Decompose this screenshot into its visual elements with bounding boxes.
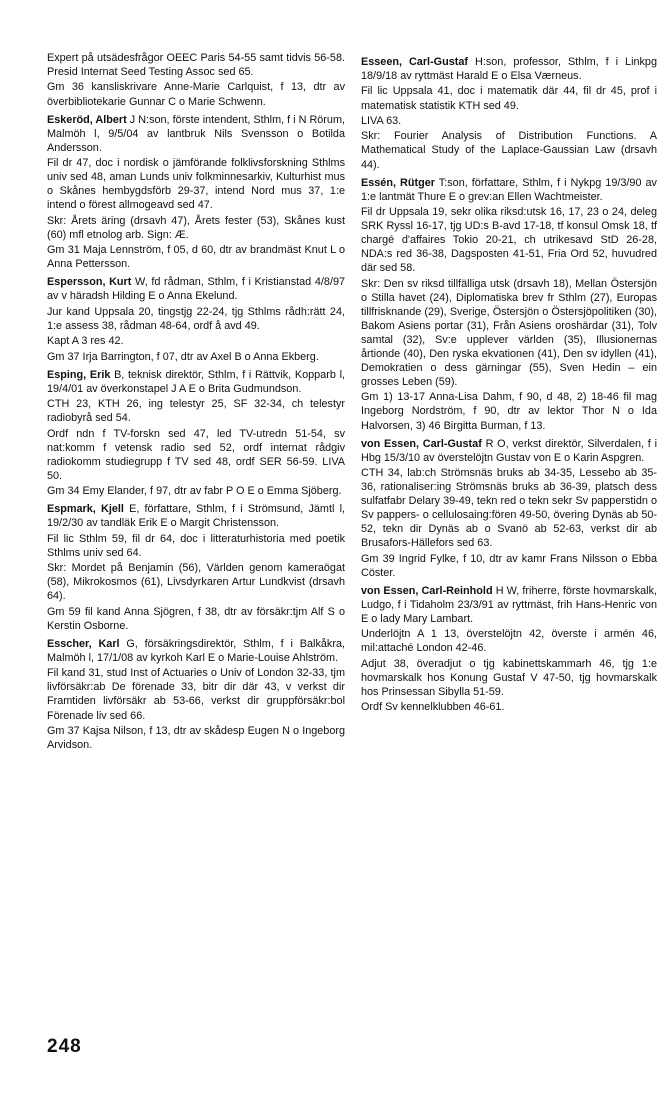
biography-entry-heading <box>361 584 657 626</box>
right-column <box>361 51 657 716</box>
paragraph-text: Fil lic Uppsala 41, doc i matematik där 44, fil dr 45, prof i matematisk statistik KTH sed 49. <box>361 85 657 112</box>
biography-paragraph <box>47 305 345 333</box>
biography-paragraph <box>47 484 345 498</box>
biography-paragraph <box>47 156 345 212</box>
left-column <box>47 51 345 753</box>
biography-entry-heading <box>361 55 657 83</box>
biography-paragraph <box>47 666 345 722</box>
biography-entry-heading <box>47 275 345 303</box>
paragraph-text: Jur kand Uppsala 20, tingstjg 22-24, tjg Sthlms rådh:rätt 24, 1:e assess 38, rådman 48-64, ordf å avd 49. <box>47 305 345 332</box>
biography-paragraph <box>47 427 345 483</box>
paragraph-text: CTH 23, KTH 26, ing telestyr 25, SF 32-34, ch telestyr radiobyrå sed 54. <box>47 398 345 425</box>
paragraph-text: Fil lic Sthlm 59, fil dr 64, doc i litteraturhistoria med poetik Sthlms univ sed 64. <box>47 532 345 559</box>
paragraph-text: Skr: Den sv riksd tillfälliga utsk (drsavh 18), Mellan Östersjön o Stilla havet (24), Diplomatiska brev fr Sthlm (27), Europas tillfrisknande (29), Sverige, Östersjön o Östersjöpolitiken (30), Bakom Asiens portar (31), Från Asiens oroshärdar (31), Tolv samtal (32), Sv:e upplever världen (35), Illusionernas årtionde (40), Den ryska ekvationen (41), Den sv idyllen (41), Demokratien o dess gärningar (55), Sven Hedin – ein grosses Leben (59). <box>361 277 657 388</box>
biography-paragraph <box>47 397 345 425</box>
paragraph-text: T:son, författare, Sthlm, f i Nykpg 19/3/90 av 1:e lantmät Thure E o grev:an Ellen Wachtmeister. <box>361 176 657 203</box>
biography-paragraph <box>47 80 345 108</box>
person-name: von Essen, Carl-Reinhold <box>361 584 493 597</box>
paragraph-text: Gm 1) 13-17 Anna-Lisa Dahm, f 90, d 48, 2) 18-46 fil mag Ingeborg Nordström, f 90, dtr av lektor Thor N o Ida Halvorsen, 3) 46 Birgitta Burman, f 13. <box>361 391 657 432</box>
biography-paragraph <box>47 214 345 242</box>
biography-entry-heading <box>361 437 657 465</box>
paragraph-text: Skr: Årets äring (drsavh 47), Årets fester (53), Skånes kust (60) mfl etnolog arb. Sign: Æ. <box>47 214 345 241</box>
biography-paragraph <box>361 129 657 171</box>
biography-paragraph <box>361 552 657 580</box>
biography-entry-heading <box>47 113 345 155</box>
paragraph-text: Kapt A 3 res 42. <box>47 335 124 348</box>
person-name: Espmark, Kjell <box>47 503 124 516</box>
paragraph-text: CTH 34, lab:ch Strömsnäs bruks ab 34-35, Lessebo ab 35-36, rationaliser:ing Strömsnäs bruks ab 36-39, platsch dess sulfatfabr Delary 39-49, tekn red o tekn sekr Sv papperstidn o Sv pappers- o cellulosaing:fören 49-50, övering Dynäs ab 50-52, tekn dir Dynäs ab o Svanö ab 52-63, verkst dir ab Brusafors-Hällefors sed 63. <box>361 467 657 550</box>
biography-entry-heading <box>47 637 345 665</box>
paragraph-text: Ordf ndn f TV-forskn sed 47, led TV-utredn 51-54, sv nat:komm f vetensk radio sed 52, ordf internat rådgiv radiokomm studiegrupp f TV sed 48, ordf SER 56-59. LIVA 50. <box>47 427 345 482</box>
paragraph-text: W, fd rådman, Sthlm, f i Kristianstad 4/8/97 av v häradsh Hilding E o Anna Ekelund. <box>47 276 346 303</box>
biography-entry-heading <box>361 176 657 204</box>
paragraph-text: Gm 37 Kajsa Nilson, f 13, dtr av skådesp Eugen N o Ingeborg Arvidson. <box>47 724 345 752</box>
person-name: Esscher, Karl <box>47 637 120 650</box>
biography-paragraph <box>47 334 345 348</box>
biography-paragraph <box>47 243 345 271</box>
biography-paragraph <box>361 205 657 275</box>
paragraph-text: B, teknisk direktör, Sthlm, f i Rättvik, Kopparb l, 19/4/01 av överkonstapel J A E o Brita Gudmundson. <box>47 368 345 395</box>
paragraph-text: Underlöjtn A 1 13, överstelöjtn 42, överste i armén 46, mil:attaché London 42-46. <box>361 628 657 655</box>
person-name: Esseen, Carl-Gustaf <box>361 56 469 68</box>
paragraph-text: H W, friherre, förste hovmarskalk, Ludgo, f i Tidaholm 23/3/91 av ryttmäst, frih Hans-Henric von E o lady Mary Lambart. <box>361 584 658 625</box>
paragraph-text: Gm 31 Maja Lennström, f 05, d 60, dtr av brandmäst Knut L o Anna Pettersson. <box>47 244 345 271</box>
person-name: Espersson, Kurt <box>47 276 132 289</box>
paragraph-text: Gm 36 kansliskrivare Anne-Marie Carlquist, f 13, dtr av överbibliotekarie Gunnar C o Marie Schwenn. <box>47 81 345 108</box>
person-name: von Essen, Carl-Gustaf <box>361 437 482 450</box>
paragraph-text: Gm 39 Ingrid Fylke, f 10, dtr av kamr Frans Nilsson o Ebba Cöster. <box>361 552 657 579</box>
biography-paragraph <box>361 114 657 128</box>
biography-paragraph <box>47 51 345 79</box>
paragraph-text: R O, verkst direktör, Silverdalen, f i Hbg 15/3/10 av överstelöjtn Gustav von E o Karin Aspgren. <box>361 437 657 464</box>
biography-paragraph <box>361 466 657 550</box>
paragraph-text: H:son, professor, Sthlm, f i Linkpg 18/9/18 av ryttmäst Harald E o Elsa Værneus. <box>361 56 657 83</box>
person-name: Essén, Rütger <box>361 176 435 189</box>
biography-paragraph <box>361 84 657 112</box>
biography-paragraph <box>47 605 345 633</box>
biography-entry-heading <box>47 502 345 530</box>
paragraph-text: LIVA 63. <box>361 114 402 127</box>
biography-entry-heading <box>47 368 345 396</box>
biography-paragraph <box>47 532 345 560</box>
paragraph-text: Ordf Sv kennelklubben 46-61. <box>361 701 505 714</box>
biography-paragraph <box>361 657 657 699</box>
biography-paragraph <box>361 390 657 432</box>
paragraph-text: Gm 37 Irja Barrington, f 07, dtr av Axel B o Anna Ekberg. <box>47 350 319 363</box>
paragraph-text: G, försäkringsdirektör, Sthlm, f i Balkåkra, Malmöh l, 17/1/08 av kyrkoh Karl E o Marie-Louise Ahlström. <box>47 637 345 664</box>
paragraph-text: Fil dr Uppsala 19, sekr olika riksd:utsk 16, 17, 23 o 24, deleg SRK Ryssl 16-17, tjg UD:s B-avd 17-18, tf konsul Omsk 18, tf chargé d'affaires Tokio 20-21, ch utrikesavd StD 26-28, NDA:s red 36-38, Dagsposten 41-51, Fria Ord 52, huvudred där sed 58. <box>361 206 657 275</box>
biography-paragraph <box>47 724 345 752</box>
biography-paragraph <box>361 277 657 389</box>
biography-paragraph <box>47 350 345 364</box>
paragraph-text: Adjut 38, överadjut o tjg kabinettskammarh 46, tjg 1:e hovmarskalk hos Konung Gustaf V 47-50, tjg hovmarskalk hos Prinsessan Sibylla 51-59. <box>361 657 657 698</box>
paragraph-text: Gm 59 fil kand Anna Sjögren, f 38, dtr av försäkr:tjm Alf S o Kerstin Osborne. <box>47 605 345 632</box>
paragraph-text: Gm 34 Emy Elander, f 97, dtr av fabr P O E o Emma Sjöberg. <box>47 485 342 498</box>
person-name: Esping, Erik <box>47 368 111 381</box>
paragraph-text: E, författare, Sthlm, f i Strömsund, Jämtl l, 19/2/30 av tandläk Erik E o Margit Christensson. <box>47 503 345 530</box>
paragraph-text: Fil kand 31, stud Inst of Actuaries o Univ of London 32-33, tjm livförsäkr:ab De förenade 33, bitr dir där 43, v verkst dir Framtiden livförsäkr ab 53-66, verkst dir gruppförsäkr:bol Förenade liv sed 66. <box>47 667 345 722</box>
biography-paragraph <box>361 700 657 714</box>
paragraph-text: Expert på utsädesfrågor OEEC Paris 54-55 samt tidvis 56-58. Presid Internat Seed Testing Assoc sed 65. <box>47 52 345 79</box>
paragraph-text: J N:son, förste intendent, Sthlm, f i N Rörum, Malmöh l, 9/5/04 av lantbruk Nils Svensson o Botilda Andersson. <box>47 113 345 154</box>
paragraph-text: Skr: Mordet på Benjamin (56), Världen genom kameraögat (58), Mikrokosmos (61), Livsdyrkaren Artur Lundkvist (drsavh 64). <box>47 562 345 603</box>
paragraph-text: Skr: Fourier Analysis of Distribution Functions. A Mathematical Study of the Laplace-Gaussian Law (drsavh 44). <box>361 130 657 171</box>
biography-paragraph <box>361 627 657 655</box>
paragraph-text: Fil dr 47, doc i nordisk o jämförande folklivsforskning Sthlms univ sed 48, aman Lunds univ folkminnesarkiv, Kulturhist mus o Skånes hembygdsförb 29-37, intend Nord mus 37, 1:e intend o förest allmogeavd sed 47. <box>47 157 345 212</box>
biography-paragraph <box>47 561 345 603</box>
person-name: Eskeröd, Albert <box>47 113 127 126</box>
page-number: 248 <box>47 1036 82 1057</box>
